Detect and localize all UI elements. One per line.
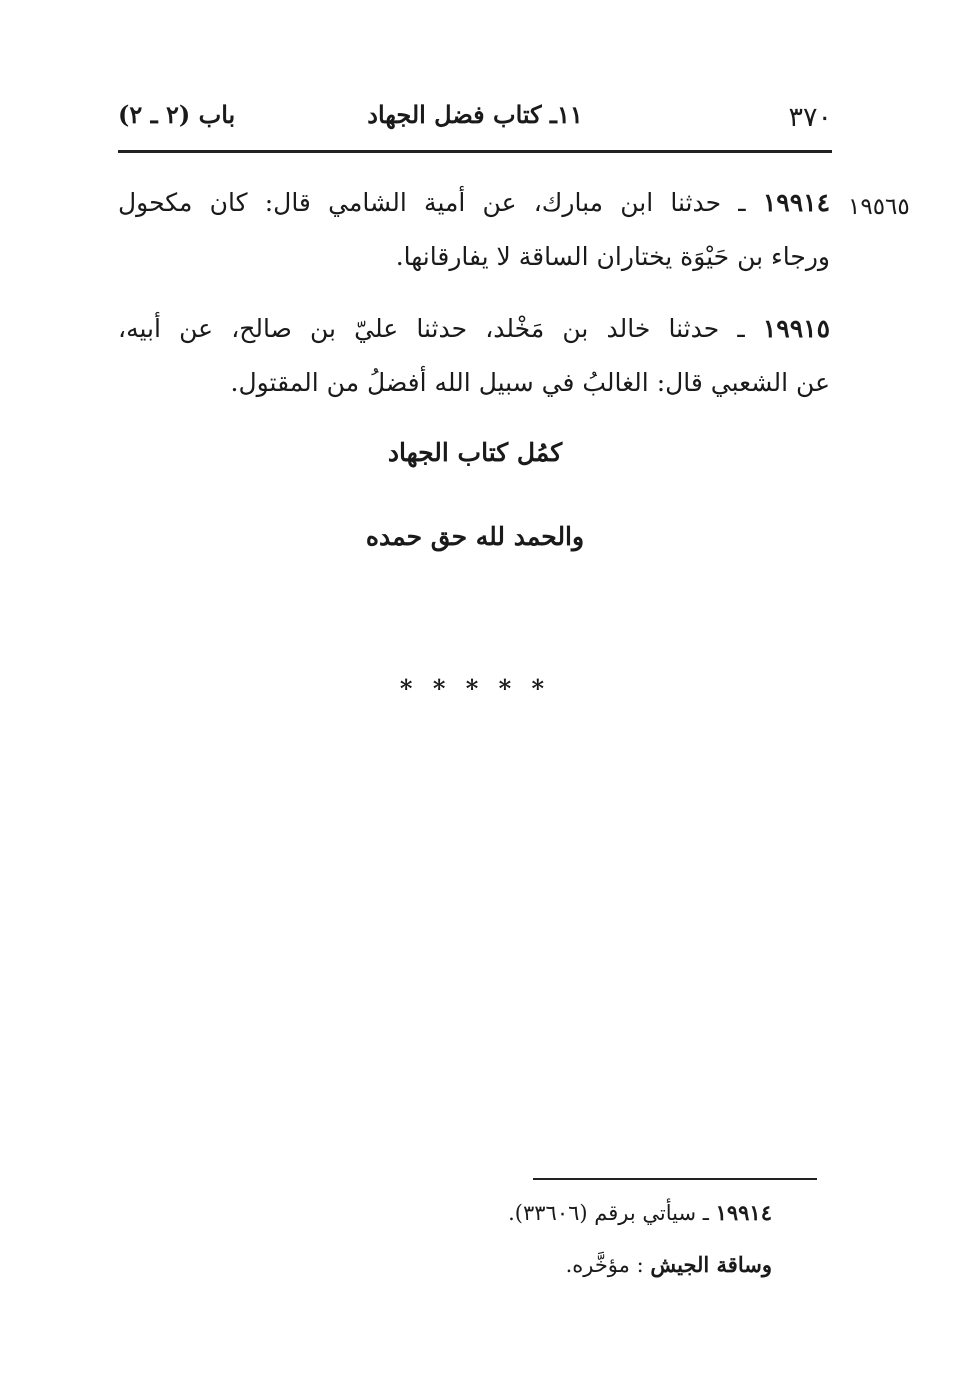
hadith-paragraph — [118, 176, 830, 284]
page-number: ٣٧٠ — [788, 102, 832, 133]
hadith-text: ـ حدثنا خالد بن مَخْلد، حدثنا عليّ بن صالح، عن أبيه، — [118, 314, 745, 343]
margin-number: ١٩٥٦٥ — [848, 194, 910, 220]
footnote-term: وساقة الجيش — [650, 1252, 772, 1277]
footnote-text: ـ سيأتي برقم (٣٣٦٠٦). — [508, 1201, 709, 1225]
section-separator: * * * * * — [399, 674, 551, 703]
running-title: ١١ـ كتاب فضل الجهاد — [367, 100, 583, 129]
footnote-rule — [533, 1178, 817, 1180]
hadith-text: ـ حدثنا ابن مبارك، عن أمية الشامي قال: كان مكحول — [118, 188, 746, 217]
hadith-paragraph — [118, 302, 830, 410]
hadith-line — [118, 302, 830, 356]
hadith-number: ١٩٩١٥ — [762, 314, 830, 343]
hadith-line: عن الشعبي قال: الغالبُ في سبيل الله أفضلُ من المقتول. — [230, 368, 830, 397]
page-header — [118, 96, 832, 146]
closing-praise: والحمد لله حق حمده — [365, 522, 585, 551]
footnote — [508, 1200, 772, 1225]
header-rule — [118, 150, 832, 153]
footnote-text: : مؤخَّره. — [565, 1253, 644, 1277]
footnote — [566, 1252, 772, 1277]
hadith-number: ١٩٩١٤ — [762, 188, 830, 217]
chapter-reference: باب (٢ ـ ٢) — [118, 100, 236, 129]
hadith-line — [118, 176, 830, 230]
footnote-number: ١٩٩١٤ — [715, 1200, 772, 1225]
closing-title: كمُل كتاب الجهاد — [387, 438, 563, 467]
hadith-line: ورجاء بن حَيْوَة يختاران الساقة لا يفارقانها. — [395, 242, 830, 271]
